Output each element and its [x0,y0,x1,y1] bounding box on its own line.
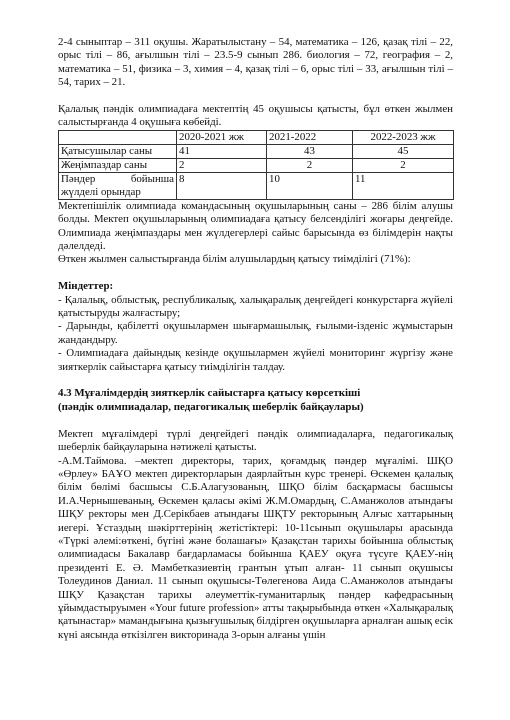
task-item: - Олимпиадаға дайындық кезінде оқушылармен жүйелі мониторинг жүргізу және зияткерлік сайыстарға қатысу тиімділігін талдау. [58,347,453,373]
table-cell: 45 [353,144,454,158]
section-heading: 4.3 Мұғалімдердің зияткерлік сайыстарға қатысу көрсеткіші [58,387,361,400]
table-cell: 2 [353,158,454,172]
table-header-cell: 2020-2021 жж [177,130,267,144]
table-header-cell: 2022-2023 жж [353,130,454,144]
document-page [58,36,453,642]
table-cell: 2 [267,158,353,172]
table-header-cell [59,130,177,144]
table-row-label: Қатысушылар саны [59,144,177,158]
table-row [59,158,454,172]
section-subheading: (пәндік олимпиадалар, педагогикалық шеберлік байқаулары) [58,400,364,413]
efficiency-line: Өткен жылмен салыстырғанда білім алушылардың қатысу тиімділігі (71%): [58,253,411,266]
city-olympiad-paragraph: Қалалық пәндік олимпиадаға мектептің 45 оқушысы қатысты, бұл өткен жылмен салыстырғанда 4 оқушыға көбейді. [58,103,453,129]
table-cell: 41 [177,144,267,158]
tasks-heading: Міндеттер: [58,280,114,293]
table-header-cell: 2021-2022 [267,130,353,144]
table-row-label-line: Пәндер бойынша [61,172,174,185]
table-cell: 8 [177,172,267,199]
table-cell: 43 [267,144,353,158]
table-header-row [59,130,454,144]
olympiad-stats-table [58,130,454,200]
teacher-achievements-paragraph: -А.М.Таймова. –мектеп директоры, тарих, қоғамдық пәндер мұғалімі. ШҚО «Өрлеу» БАҰО мектеп директорларын даярлайтын курс тренері. Өскемен қалалық білім бөлімі басшысы С.Б.Алагузованың, ШҚО білім басқармасы басшысы И.А.Чернышеваның, Өскемен қаласы әкімі Ж.М.Омардың, С.Аманжолов атындағы ШҚУ ректоры мен Д.Серікбаев атындағы ШҚТУ ректорының Алғыс хаттарының иегері. Ұстаздың шәкірттерінің жетістіктері: 10-11сынып оқушылары арасында «Түркі әлемі:өткені, бүгіні және болашағы» Қазақстан тарихы бойынша облыстық олимпиадасы Бакалавр бағдарламасы бойынша ҚАЕУ оқуға түсуге ҚАЕУ-нің президенті Е. Ә. Мәмбетказиевтің грантын ұтып алған- 11 сынып оқушысы Толеудинов Даниал. 11 сынып оқушысы-Төлегенова Аида С.Аманжолов атындағы ШҚУ Қазақстан тарихы әлеуметтік-гуманитарлық пәндер кафедрасының ұйымдастыруымен «Your future profession» атты тақырыбында өткен «Халықаралық қатынастар» мамандығына қызығушылық білдірген оқушыларға арналған ашық есік күні аясында өткізілген викторинада 3-орын алғаны үшін [58,454,453,641]
intro-paragraph: 2-4 сыныптар – 311 оқушы. Жаратылыстану – 54, математика – 126, қазақ тілі – 22, орыс тілі – 86, ағылшын тілі – 23.5-9 сынып 286. биология – 72, география – 2, математика – 51, физика – 3, химия – 4, қазақ тілі – 6, орыс тілі – 33, ағылшын тілі – 54, тарих – 21. [58,36,453,89]
table-cell: 2 [177,158,267,172]
table-cell: 10 [267,172,353,199]
table-row-label [59,172,177,199]
teachers-intro-paragraph: Мектеп мұғалімдері түрлі деңгейдегі пәндік олимпиадаларға, педагогикалық шеберлік байқауларына нәтижелі қатысты. [58,427,453,454]
table-row [59,144,454,158]
after-table-paragraph: Мектепішілік олимпиада командасының оқушыларының саны – 286 білім алушы болды. Мектеп оқушыларының олимпиадаға қатысу белсенділігі жоғары деңгейде. Олимпиада жеңімпаздары мен жүлдегерлері сайыс барысында өз білімдерін нақты дәлелдеді. [58,199,453,253]
table-row [59,172,454,199]
table-cell: 11 [353,172,454,199]
table-row-label: Жеңімпаздар саны [59,158,177,172]
task-item: - Қалалық, облыстық, республикалық, халықаралық деңгейдегі конкурстарға жүйелі қатыстыруды жалғастыру; [58,293,453,320]
task-item: - Дарынды, қабілетті оқушылармен шығармашылық, ғылыми-ізденіс жұмыстарын жандандыру. [58,320,453,346]
table-row-label-line: жүлделі орындар [61,185,141,198]
